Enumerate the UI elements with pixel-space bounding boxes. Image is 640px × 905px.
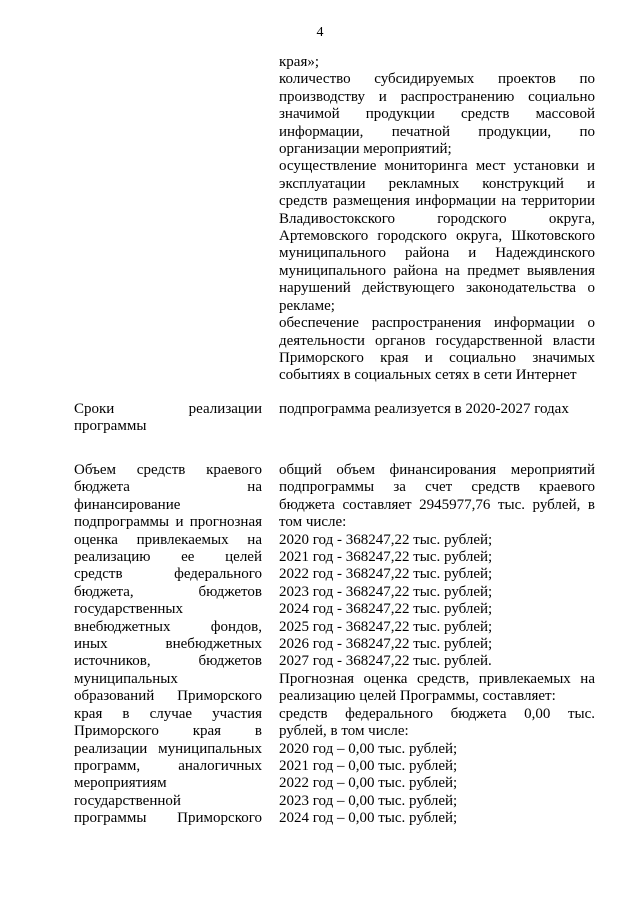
text-line: 2023 год – 0,00 тыс. рублей; [279, 792, 458, 809]
text-line: бюджета, бюджетов [74, 583, 262, 600]
text-line: общий объем финансирования мероприятий [279, 462, 595, 478]
text-line: 2021 год - 368247,22 тыс. рублей; [279, 549, 493, 566]
text-line: 2027 год - 368247,22 тыс. рублей. [279, 653, 492, 670]
text-line: 2025 год - 368247,22 тыс. рублей; [279, 618, 493, 635]
text-line: бюджета на [74, 479, 262, 496]
text-line: средств размещения информации на территории [279, 193, 595, 210]
text-line: деятельности органов государственной власти [279, 332, 595, 349]
text-line: иных внебюджетных [74, 636, 262, 653]
text-line: значимой продукции средств массовой [279, 106, 595, 123]
text-line: финансирование [74, 496, 181, 513]
text-line: края»; [279, 54, 320, 70]
text-line: информации, печатной продукции, по [279, 123, 595, 140]
text-line: 2024 год - 368247,22 тыс. рублей; [279, 601, 493, 618]
text-line: 2023 год - 368247,22 тыс. рублей; [279, 583, 493, 600]
financing-label [74, 462, 262, 828]
text-line: края в случае участия [74, 705, 262, 722]
text-line: Объем средств краевого [74, 462, 262, 478]
text-line: бюджета составляет 2945977,76 тыс. рублей, в [279, 496, 595, 513]
text-line: программ, аналогичных [74, 757, 262, 774]
implementation-period-value [279, 401, 595, 418]
text-line: Приморского края и социально значимых [279, 349, 595, 366]
text-line: подпрограммы за счет средств краевого [279, 479, 595, 496]
text-line: средств федерального бюджета 0,00 тыс. [279, 705, 595, 722]
text-line: нарушений действующего законодательства о [279, 280, 595, 297]
text-line: рекламе; [279, 297, 335, 314]
text-line: Владивостокского городского округа, [279, 210, 595, 227]
text-line: муниципального района и Надеждинского [279, 245, 595, 262]
text-line: оценка привлекаемых на [74, 531, 262, 548]
text-line: внебюджетных фондов, [74, 618, 262, 635]
implementation-period-label [74, 401, 262, 436]
text-line: мероприятиям [74, 775, 167, 792]
text-line: источников, бюджетов [74, 653, 262, 670]
text-line: 2020 год – 0,00 тыс. рублей; [279, 740, 458, 757]
text-line: подпрограммы и прогнозная [74, 514, 262, 531]
text-line: средств федерального [74, 566, 262, 583]
text-line: эксплуатации рекламных конструкций и [279, 175, 595, 192]
text-line: 2022 год - 368247,22 тыс. рублей; [279, 566, 493, 583]
text-line: государственной [74, 792, 181, 809]
text-line: реализацию целей Программы, составляет: [279, 688, 556, 705]
page-number: 4 [316, 25, 324, 40]
text-line: производству и распространению социально [279, 88, 595, 105]
text-line: осуществление мониторинга мест установки и [279, 158, 595, 175]
text-line: событиях в социальных сетях в сети Интернет [279, 367, 577, 384]
text-line: организации мероприятий; [279, 141, 452, 158]
text-line: 2026 год - 368247,22 тыс. рублей; [279, 636, 493, 653]
text-line: государственных [74, 601, 183, 618]
text-line: реализации муниципальных [74, 740, 262, 757]
text-line: муниципального района на предмет выявления [279, 262, 595, 279]
text-line: программы Приморского [74, 810, 262, 827]
text-line: 2024 год – 0,00 тыс. рублей; [279, 810, 458, 827]
text-line: Прогнозная оценка средств, привлекаемых на [279, 670, 595, 687]
text-line: рублей, в том числе: [279, 723, 409, 740]
text-line: образований Приморского [74, 688, 262, 705]
text-line: реализацию ее целей [74, 549, 262, 566]
text-line: программы [74, 418, 147, 435]
text-line: Артемовского городского округа, Шкотовского [279, 228, 595, 245]
objectives-continuation [279, 54, 595, 385]
text-line: 2022 год – 0,00 тыс. рублей; [279, 775, 458, 792]
text-line: Сроки реализации [74, 401, 262, 417]
text-line: 2020 год - 368247,22 тыс. рублей; [279, 531, 493, 548]
text-line: подпрограмма реализуется в 2020-2027 годах [279, 401, 569, 417]
text-line: количество субсидируемых проектов по [279, 71, 595, 88]
text-line: муниципальных [74, 670, 178, 687]
text-line: 2021 год – 0,00 тыс. рублей; [279, 757, 458, 774]
text-line: обеспечение распространения информации о [279, 315, 595, 332]
text-line: том числе: [279, 514, 347, 531]
financing-value [279, 462, 595, 828]
text-line: Приморского края в [74, 723, 262, 740]
